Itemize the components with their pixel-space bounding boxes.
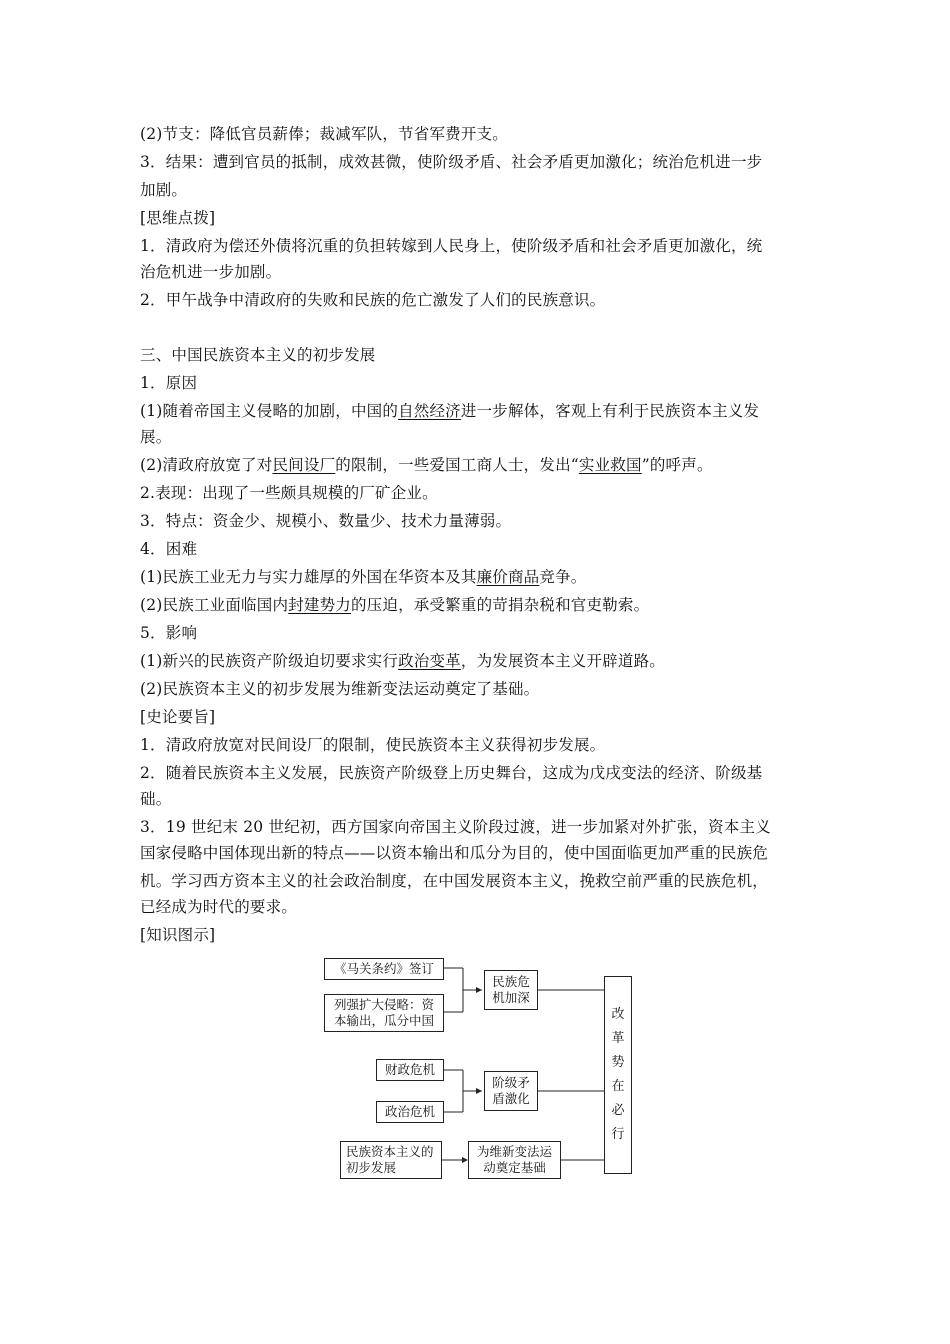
text-segment: 1．清政府放宽对民间设厂的限制，使民族资本主义获得初步发展。 [140, 736, 606, 754]
text-line [140, 152, 820, 172]
text-line [140, 373, 820, 393]
text-segment: (1)新兴的民族资产阶级迫切要求实行 [140, 652, 399, 670]
underlined-keyword: 政治变革 [398, 652, 461, 670]
class-conflict-line-2: 盾激化 [492, 1091, 530, 1106]
text-segment: (1)随着帝国主义侵略的加剧，中国的 [140, 402, 399, 420]
text-segment: 治危机进一步加剧。 [140, 263, 282, 281]
text-segment: 三、中国民族资本主义的初步发展 [140, 346, 376, 364]
text-segment: [知识图示] [140, 926, 216, 944]
reform-line-1: 为维新变法运 [476, 1144, 552, 1159]
text-segment: [史论要旨] [140, 708, 216, 726]
underlined-keyword: 封建势力 [288, 596, 351, 614]
capitalism-development-box [340, 1141, 442, 1179]
text-line [140, 262, 820, 282]
text-segment: 4．困难 [140, 540, 198, 558]
text-line [140, 651, 820, 671]
text-line [140, 236, 820, 256]
political-crisis-label: 政治危机 [384, 1104, 435, 1119]
text-line [140, 427, 820, 447]
treaty-box [324, 958, 444, 980]
text-segment: 竞争。 [539, 568, 587, 586]
capitalism-line-1: 民族资本主义的 [346, 1144, 434, 1159]
text-segment: (2)清政府放宽了对 [140, 456, 273, 474]
text-segment: 的压迫，承受繁重的苛捐杂税和官吏勒索。 [350, 596, 650, 614]
text-segment: 础。 [140, 790, 172, 808]
text-segment: 2．甲午战争中清政府的失败和民族的危亡激发了人们的民族意识。 [140, 291, 606, 309]
underlined-keyword: 民间设厂 [272, 456, 336, 474]
national-crisis-line-1: 民族危 [492, 974, 530, 989]
text-segment: 5．影响 [140, 624, 198, 642]
text-line [140, 871, 820, 891]
text-segment: 3．19 世纪末 20 世纪初，西方国家向帝国主义阶段过渡，进一步加紧对外扩张，资本主义 [140, 818, 771, 836]
text-segment: (2)节支：降低官员薪俸；裁减军队，节省军费开支。 [140, 125, 508, 143]
text-line [140, 817, 820, 837]
text-line [140, 707, 820, 727]
text-line [140, 124, 820, 144]
text-line [140, 511, 820, 531]
conclusion-char: 势 [611, 1055, 625, 1070]
text-segment: 2．随着民族资本主义发展，民族资产阶级登上历史舞台，这成为戊戌变法的经济、阶级基 [140, 764, 763, 782]
capitalism-line-2: 初步发展 [346, 1160, 397, 1175]
reform-foundation-box [468, 1141, 561, 1179]
text-line [140, 925, 820, 945]
underlined-keyword: 廉价商品 [476, 568, 540, 586]
text-segment: 进一步解体，客观上有利于民族资本主义发 [460, 402, 760, 420]
reform-line-2: 动奠定基础 [483, 1160, 546, 1175]
text-segment: 2.表现：出现了一些颇具规模的厂矿企业。 [140, 484, 438, 502]
class-conflict-line-1: 阶级矛 [492, 1075, 530, 1090]
text-segment: (1)民族工业无力与实力雄厚的外国在华资本及其 [140, 568, 477, 586]
text-line [140, 789, 820, 809]
text-segment: 加剧。 [140, 181, 188, 199]
knowledge-diagram [318, 950, 634, 1180]
text-line [140, 539, 820, 559]
conclusion-char: 革 [611, 1031, 625, 1046]
text-line [140, 623, 820, 643]
text-line [140, 843, 820, 863]
text-line [140, 567, 820, 587]
text-segment: ，为发展资本主义开辟道路。 [460, 652, 665, 670]
class-conflict-box [484, 1071, 538, 1111]
text-segment: 机。学习西方资本主义的社会政治制度，在中国发展资本主义，挽救空前严重的民族危机， [140, 872, 769, 890]
national-crisis-line-2: 机加深 [492, 990, 530, 1005]
text-segment: 1．原因 [140, 374, 198, 392]
text-segment: 展。 [140, 428, 172, 446]
text-segment: [思维点拨] [140, 209, 216, 227]
text-line [140, 208, 820, 228]
underlined-keyword: 自然经济 [398, 402, 461, 420]
text-segment: (2)民族资本主义的初步发展为维新变法运动奠定了基础。 [140, 680, 540, 698]
text-segment: 1．清政府为偿还外债将沉重的负担转嫁到人民身上，使阶级矛盾和社会矛盾更加激化，统 [140, 237, 763, 255]
text-segment: 的限制，一些爱国工商人士，发出“ [335, 456, 579, 474]
text-segment: 国家侵略中国体现出新的特点——以资本输出和瓜分为目的，使中国面临更加严重的民族危 [140, 844, 769, 862]
conclusion-char: 改 [611, 1007, 625, 1022]
text-line [140, 483, 820, 503]
aggression-line-2: 本输出，瓜分中国 [333, 1013, 434, 1028]
text-line [140, 401, 820, 421]
text-segment: ”的呼声。 [641, 456, 713, 474]
fiscal-crisis-label: 财政危机 [384, 1062, 435, 1077]
national-crisis-box [484, 970, 538, 1010]
political-crisis-box [376, 1101, 444, 1123]
underlined-keyword: 实业救国 [578, 456, 642, 474]
text-line [140, 763, 820, 783]
text-line [140, 180, 820, 200]
conclusion-char: 行 [611, 1127, 625, 1142]
text-line [140, 290, 820, 310]
treaty-label: 《马关条约》签订 [333, 961, 434, 976]
text-line [140, 455, 820, 475]
fiscal-crisis-box [376, 1059, 444, 1081]
text-segment: 3．特点：资金少、规模小、数量少、技术力量薄弱。 [140, 512, 512, 530]
aggression-box [324, 994, 444, 1032]
text-line [140, 345, 820, 365]
conclusion-char: 必 [611, 1103, 625, 1118]
text-segment: (2)民族工业面临国内 [140, 596, 289, 614]
text-segment: 3．结果：遭到官员的抵制，成效甚微，使阶级矛盾、社会矛盾更加激化；统治危机进一步 [140, 153, 763, 171]
text-line [140, 679, 820, 699]
aggression-line-1: 列强扩大侵略：资 [333, 997, 434, 1012]
conclusion-char: 在 [611, 1079, 625, 1094]
text-line [140, 897, 820, 917]
text-segment: 已经成为时代的要求。 [140, 898, 298, 916]
text-line [140, 735, 820, 755]
text-line [140, 595, 820, 615]
conclusion-box [604, 976, 632, 1174]
